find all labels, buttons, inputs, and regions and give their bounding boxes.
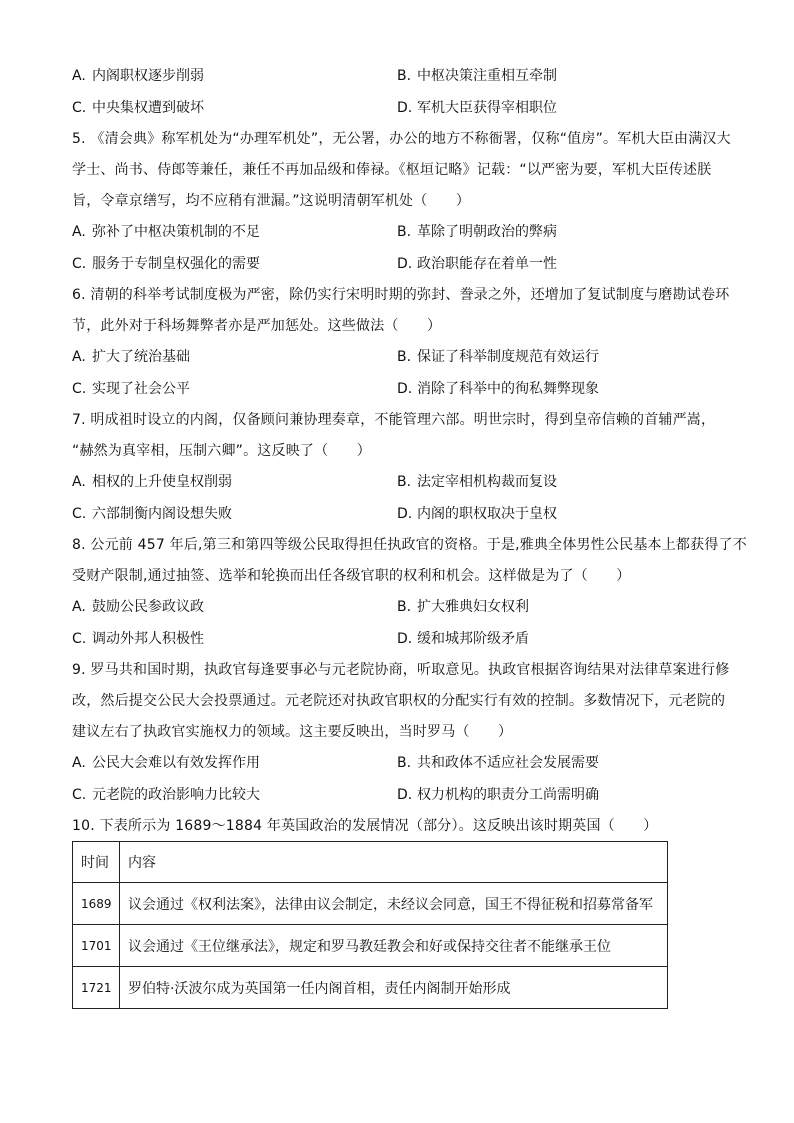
q7-option-b[interactable]: B. 法定宰相机构裁而复设 [397,474,557,490]
option-text: 鼓励公民参政议政 [92,599,204,615]
q5-option-a[interactable]: A. 弥补了中枢决策机制的不足 [72,224,260,240]
table-row [73,883,668,925]
table-cell-content: 议会通过《王位继承法》，规定和罗马教廷教会和好或保持交往者不能继承王位 [120,925,668,967]
table-cell-year: 1701 [73,925,120,967]
table-cell-year: 1721 [73,967,120,1009]
q6-option-b[interactable]: B. 保证了科举制度规范有效运行 [397,349,599,365]
q9-stem-line: 建议左右了执政官实施权力的领域。这主要反映出，当时罗马（ ） [72,724,513,740]
option-text: 扩大雅典妇女权利 [417,599,529,615]
q5-option-c[interactable]: C. 服务于专制皇权强化的需要 [72,256,260,272]
option-text: 共和政体不适应社会发展需要 [417,755,599,771]
option-text: 政治职能存在着单一性 [417,256,557,272]
table-cell-content: 罗伯特·沃波尔成为英国第一任内阁首相，责任内阁制开始形成 [120,967,668,1009]
q9-option-a[interactable]: A. 公民大会难以有效发挥作用 [72,755,260,771]
option-text: 内阁的职权取决于皇权 [417,506,557,522]
q4-option-c[interactable]: C. 中央集权遭到破坏 [72,100,204,116]
option-text: 扩大了统治基础 [92,349,190,365]
option-text: 元老院的政治影响力比较大 [92,787,260,803]
q8-stem-line: 受财产限制,通过抽签、选举和轮换而出任各级官职的权利和机会。这样做是为了（ ） [72,568,631,584]
q7-option-c[interactable]: C. 六部制衡内阁设想失败 [72,506,232,522]
option-text: 权力机构的职责分工尚需明确 [417,787,599,803]
q10-stem: 10. 下表所示为 1689～1884 年英国政治的发展情况（部分）。这反映出该时期英国（ ） [72,818,658,834]
table-header-cell: 时间 [73,842,120,883]
option-text: 法定宰相机构裁而复设 [417,474,557,490]
table-row [73,925,668,967]
table-header-row [73,842,668,883]
option-text: 调动外邦人积极性 [92,631,204,647]
q8-option-a[interactable]: A. 鼓励公民参政议政 [72,599,204,615]
q7-stem-line: “赫然为真宰相，压制六卿”。这反映了（ ） [72,443,371,459]
q6-stem-line: 节，此外对于科场舞弊者亦是严加惩处。这些做法（ ） [72,318,442,334]
q7-stem-line: 7. 明成祖时设立的内阁，仅备顾问兼协理奏章，不能管理六部。明世宗时，得到皇帝信赖的首辅严嵩， [72,412,716,428]
q8-option-b[interactable]: B. 扩大雅典妇女权利 [397,599,529,615]
q5-stem-line: 学士、尚书、侍郎等兼任，兼任不再加品级和俸禄。《枢垣记略》记载：“以严密为要，军机大臣传述朕 [72,162,712,178]
q6-option-c[interactable]: C. 实现了社会公平 [72,381,190,397]
q6-option-a[interactable]: A. 扩大了统治基础 [72,349,190,365]
option-text: 中枢决策注重相互牵制 [417,68,557,84]
q9-option-d[interactable]: D. 权力机构的职责分工尚需明确 [397,787,599,803]
option-text: 弥补了中枢决策机制的不足 [92,224,260,240]
option-text: 保证了科举制度规范有效运行 [417,349,599,365]
option-text: 实现了社会公平 [92,381,190,397]
q8-stem-line: 8. 公元前 457 年后,第三和第四等级公民取得担任执政官的资格。于是,雅典全体男性公民基本上都获得了不 [72,537,747,553]
q6-option-d[interactable]: D. 消除了科举中的徇私舞弊现象 [397,381,599,397]
q5-option-b[interactable]: B. 革除了明朝政治的弊病 [397,224,557,240]
q5-stem-line: 5. 《清会典》称军机处为“办理军机处”，无公署，办公的地方不称衙署，仅称“值房”。军机大臣由满汉大 [72,131,731,147]
option-text: 军机大臣获得宰相职位 [417,100,557,116]
table-header-cell: 内容 [120,842,668,883]
option-text: 革除了明朝政治的弊病 [417,224,557,240]
option-text: 公民大会难以有效发挥作用 [92,755,260,771]
table-cell-year: 1689 [73,883,120,925]
option-text: 内阁职权逐步削弱 [92,68,204,84]
option-text: 服务于专制皇权强化的需要 [92,256,260,272]
option-text: 六部制衡内阁设想失败 [92,506,232,522]
table-row [73,967,668,1009]
q9-stem-line: 9. 罗马共和国时期，执政官每逢要事必与元老院协商，听取意见。执政官根据咨询结果对法律草案进行修 [72,662,730,678]
q4-option-b[interactable]: B. 中枢决策注重相互牵制 [397,68,557,84]
option-text: 消除了科举中的徇私舞弊现象 [417,381,599,397]
q7-option-d[interactable]: D. 内阁的职权取决于皇权 [397,506,557,522]
q5-stem-line: 旨，令章京缮写，均不应稍有泄漏。”这说明清朝军机处（ ） [72,193,471,209]
option-text: 相权的上升使皇权削弱 [92,474,232,490]
q7-option-a[interactable]: A. 相权的上升使皇权削弱 [72,474,232,490]
q4-option-a[interactable]: A. 内阁职权逐步削弱 [72,68,204,84]
option-text: 中央集权遭到破坏 [92,100,204,116]
q4-option-d[interactable]: D. 军机大臣获得宰相职位 [397,100,557,116]
history-table [72,841,668,1009]
q5-option-d[interactable]: D. 政治职能存在着单一性 [397,256,557,272]
q9-stem-line: 改，然后提交公民大会投票通过。元老院还对执政官职权的分配实行有效的控制。多数情况下，元老院的 [72,693,726,709]
q8-option-c[interactable]: C. 调动外邦人积极性 [72,631,204,647]
q8-option-d[interactable]: D. 缓和城邦阶级矛盾 [397,631,529,647]
q9-option-b[interactable]: B. 共和政体不适应社会发展需要 [397,755,599,771]
q9-option-c[interactable]: C. 元老院的政治影响力比较大 [72,787,260,803]
q6-stem-line: 6. 清朝的科举考试制度极为严密，除仍实行宋明时期的弥封、誊录之外，还增加了复试制度与磨勘试卷环 [72,287,730,303]
option-text: 缓和城邦阶级矛盾 [417,631,529,647]
table-cell-content: 议会通过《权利法案》，法律由议会制定，未经议会同意，国王不得征税和招募常备军 [120,883,668,925]
